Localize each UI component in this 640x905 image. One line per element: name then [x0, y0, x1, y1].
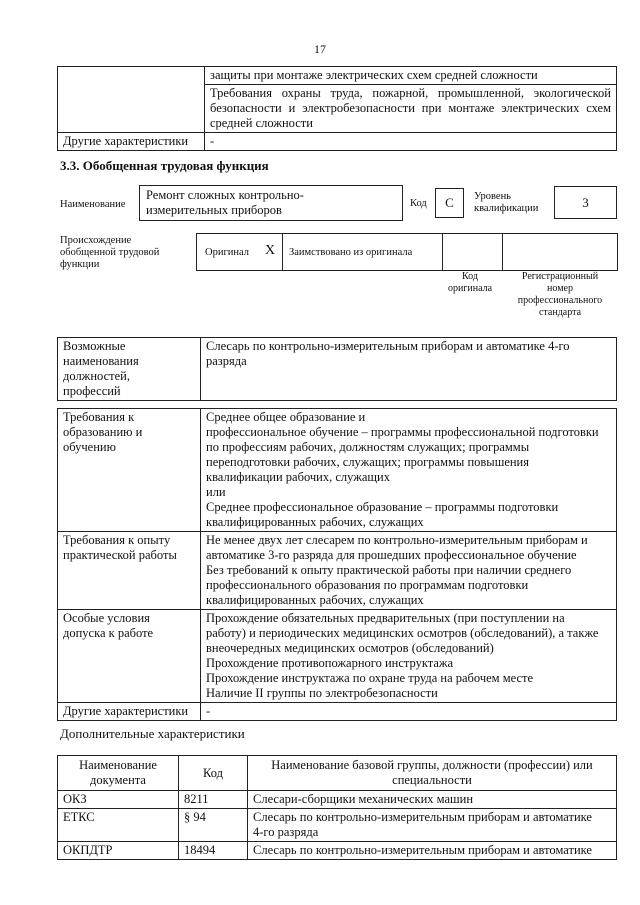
reg-number-caption: [505, 271, 615, 319]
education-line: или: [206, 485, 226, 499]
origin-table: [196, 233, 618, 271]
col-document-line: документа: [90, 773, 146, 787]
experience-label: [58, 532, 201, 610]
other-value: -: [201, 703, 617, 721]
origin-divider-2: [442, 234, 443, 270]
reg-line4: стандарта: [538, 307, 582, 318]
positions-value: [201, 338, 617, 401]
row-doc: ОКЗ: [58, 791, 179, 809]
table-row: [58, 791, 617, 809]
positions-label-line: наименования: [63, 354, 139, 368]
top-table-other-label: Другие характеристики: [58, 133, 205, 151]
top-table-other-value: -: [205, 133, 617, 151]
education-line: Среднее общее образование и: [206, 410, 366, 424]
education-label-line: обучению: [63, 440, 116, 454]
row-code: 18494: [179, 842, 248, 860]
origin-original-mark: X: [265, 243, 276, 258]
other-label: Другие характеристики: [58, 703, 201, 721]
education-line: по профессиям рабочих, должностям служащих; программы: [206, 440, 530, 454]
table-row: [58, 809, 617, 842]
name-label: Наименование: [60, 199, 126, 210]
col-code-header: Код: [179, 756, 248, 791]
col-name-line: специальности: [392, 773, 472, 787]
positions-table: [57, 337, 617, 401]
section-heading: 3.3. Обобщенная трудовая функция: [60, 158, 269, 173]
special-line: Прохождение инструктажа по охране труда на рабочем месте: [206, 671, 534, 685]
row-name-line: Слесарь по контрольно-измерительным приборам и автоматике: [253, 810, 592, 824]
reg-line1: Регистрационный: [521, 271, 599, 282]
origin-label-line2: обобщенной трудовой: [60, 247, 160, 258]
row-name-line: Слесарь по контрольно-измерительным приборам и автоматике: [253, 843, 592, 857]
level-label: [474, 191, 538, 215]
experience-line: квалифицированных рабочих, служащих: [206, 593, 424, 607]
level-value: 3: [554, 186, 617, 219]
special-line: работу) и периодических медицинских осмотров (обследований), а также: [206, 626, 599, 640]
education-label: [58, 409, 201, 532]
row-name-line: 4-го разряда: [253, 825, 319, 839]
page-number: 17: [314, 42, 326, 56]
origin-divider-3: [502, 234, 503, 270]
row-name: [248, 809, 617, 842]
education-line: квалификации рабочих, служащих: [206, 470, 390, 484]
code-original-caption: [440, 271, 500, 295]
experience-label-line: практической работы: [63, 548, 177, 562]
origin-label-line1: Происхождение: [60, 235, 132, 246]
positions-label-line: профессий: [63, 384, 121, 398]
reg-line2: номер: [547, 283, 573, 294]
education-line: квалифицированных рабочих, служащих: [206, 515, 424, 529]
positions-value-line: Слесарь по контрольно-измерительным приборам и автоматике 4-го: [206, 339, 570, 353]
name-value-line1: Ремонт сложных контрольно-: [146, 188, 304, 202]
name-value-box: [139, 185, 403, 221]
code-original-line2: оригинала: [447, 283, 493, 294]
origin-label-line3: функции: [60, 259, 100, 270]
level-label-line2: квалификации: [474, 203, 539, 214]
experience-label-line: Требования к опыту: [63, 533, 171, 547]
col-document-line: Наименование: [79, 758, 157, 772]
row-code: 8211: [179, 791, 248, 809]
positions-value-line: разряда: [206, 354, 247, 368]
experience-line: Не менее двух лет слесарем по контрольно-измерительным приборам и: [206, 533, 588, 547]
code-label: Код: [410, 198, 427, 209]
row-code: § 94: [179, 809, 248, 842]
row-name-line: Слесари-сборщики механических машин: [253, 792, 474, 806]
education-label-line: образованию и: [63, 425, 143, 439]
code-value: C: [435, 188, 464, 218]
origin-label: [60, 235, 159, 271]
top-table: [57, 66, 617, 151]
special-line: Наличие II группы по электробезопасности: [206, 686, 438, 700]
row-name: [248, 791, 617, 809]
code-original-line1: Код: [462, 271, 478, 282]
col-document-header: [58, 756, 179, 791]
positions-label-line: должностей,: [63, 369, 130, 383]
additional-title: Дополнительные характеристики: [60, 726, 245, 741]
requirements-table: [57, 408, 617, 721]
top-table-empty-cell: [58, 67, 205, 133]
positions-label-line: Возможные: [63, 339, 126, 353]
education-label-line: Требования к: [63, 410, 135, 424]
education-value: [201, 409, 617, 532]
col-name-line: Наименование базовой группы, должности (профессии) или: [271, 758, 593, 772]
row-doc: ЕТКС: [58, 809, 179, 842]
special-value: [201, 610, 617, 703]
experience-value: [201, 532, 617, 610]
name-value-line2: измерительных приборов: [146, 203, 282, 217]
table-row: [58, 842, 617, 860]
positions-label: [58, 338, 201, 401]
reg-line3: профессионального: [517, 295, 603, 306]
level-label-line1: Уровень: [474, 191, 511, 202]
top-table-row1: защиты при монтаже электрических схем средней сложности: [205, 67, 617, 85]
experience-line: автоматике 3-го разряда для прошедших профессиональное обучение: [206, 548, 577, 562]
special-label-line: допуска к работе: [63, 626, 154, 640]
experience-line: Без требований к опыту практической работы при наличии среднего: [206, 563, 572, 577]
special-line: Прохождение противопожарного инструктажа: [206, 656, 454, 670]
row-name: [248, 842, 617, 860]
education-line: Среднее профессиональное образование – программы подготовки: [206, 500, 559, 514]
additional-table: [57, 755, 617, 860]
special-label: [58, 610, 201, 703]
special-line: Прохождение обязательных предварительных (при поступлении на: [206, 611, 565, 625]
origin-original-label: Оригинал: [205, 247, 249, 258]
experience-line: профессионального образования по программам подготовки: [206, 578, 529, 592]
origin-borrowed-label: Заимствовано из оригинала: [289, 247, 413, 258]
row-doc: ОКПДТР: [58, 842, 179, 860]
education-line: переподготовки рабочих, служащих; программы повышения: [206, 455, 529, 469]
special-label-line: Особые условия: [63, 611, 150, 625]
origin-divider-1: [282, 234, 283, 270]
top-table-row2: Требования охраны труда, пожарной, промышленной, экологической безопасности и электробезопасности при монтаже электрических схем средней сложности: [205, 85, 617, 133]
special-line: внеочередных медицинских осмотров (обследований): [206, 641, 494, 655]
col-name-header: [248, 756, 617, 791]
education-line: профессиональное обучение – программы профессиональной подготовки: [206, 425, 599, 439]
